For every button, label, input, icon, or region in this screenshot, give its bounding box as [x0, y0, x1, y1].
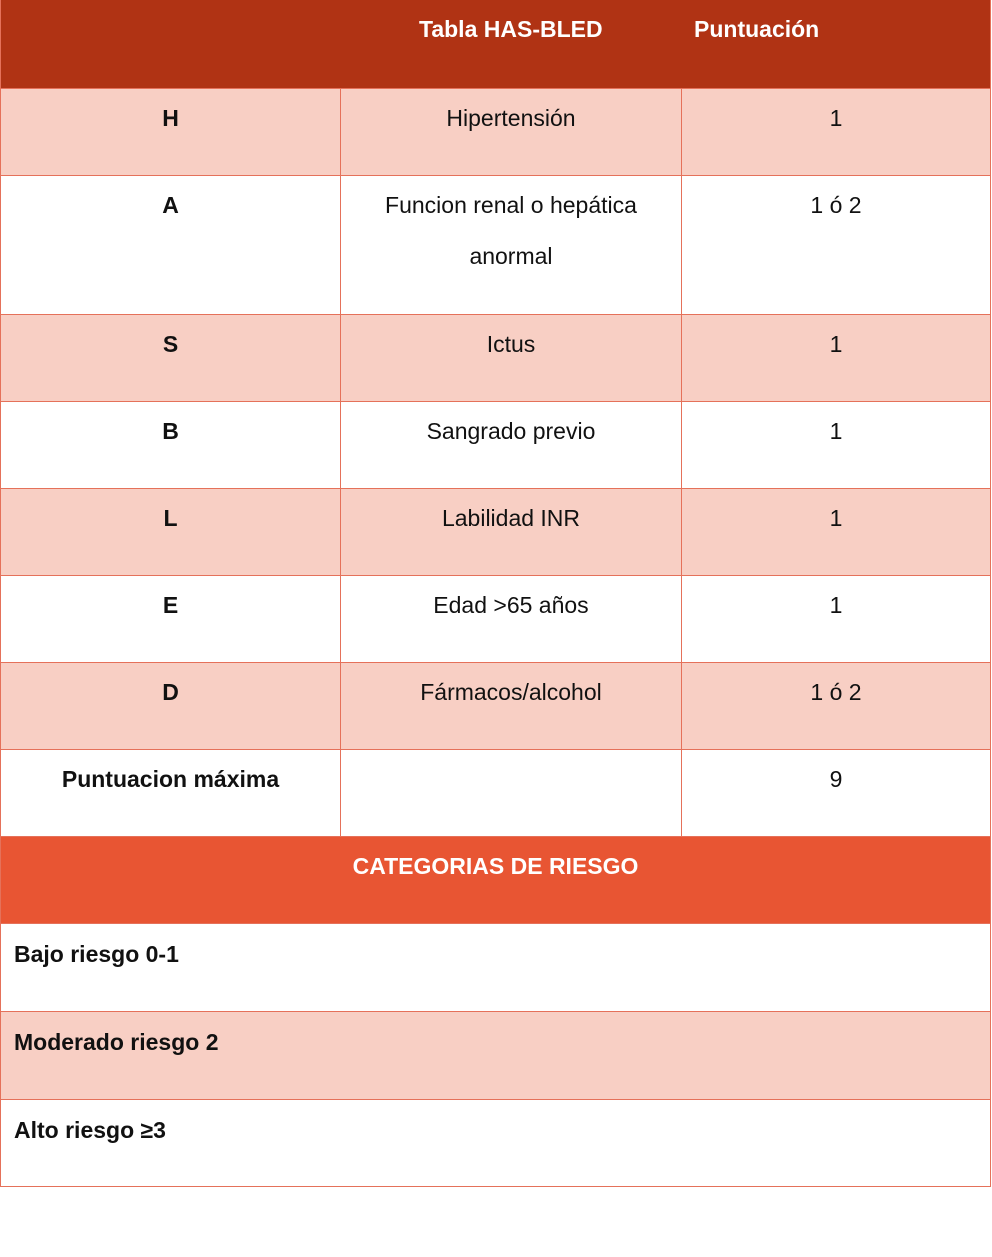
row-score: 1 — [681, 476, 990, 575]
table-row — [1, 314, 990, 401]
row-factor: Ictus — [340, 302, 681, 401]
table-title: Tabla HAS-BLED — [419, 16, 603, 42]
risk-category-moderate: Moderado riesgo 2 — [1, 1011, 990, 1099]
row-factor: Hipertensión — [340, 76, 681, 175]
risk-category-high: Alto riesgo ≥3 — [1, 1099, 990, 1187]
row-letter: A — [162, 192, 179, 218]
row-factor: Edad >65 años — [340, 563, 681, 662]
row-letter: L — [163, 505, 178, 531]
row-score: 1 ó 2 — [681, 163, 990, 314]
row-score: 1 — [681, 302, 990, 401]
row-factor: Labilidad INR — [340, 476, 681, 575]
row-score: 1 — [681, 76, 990, 175]
row-letter: E — [162, 592, 179, 618]
table-row — [1, 175, 990, 314]
table-header-row — [1, 0, 990, 88]
row-score: 1 ó 2 — [681, 650, 990, 749]
risk-categories-header: CATEGORIAS DE RIESGO — [1, 836, 990, 923]
max-score-label: Puntuacion máxima — [61, 766, 280, 792]
score-column-header: Puntuación — [694, 16, 820, 42]
max-score-value: 9 — [681, 737, 990, 836]
row-letter: S — [162, 331, 179, 357]
row-letter: D — [162, 679, 179, 705]
table-row — [1, 575, 990, 662]
row-factor: Fármacos/alcohol — [340, 650, 681, 749]
row-factor: Sangrado previo — [340, 389, 681, 488]
table-row — [1, 401, 990, 488]
table-row-total — [1, 749, 990, 836]
row-score: 1 — [681, 389, 990, 488]
table-row — [1, 488, 990, 575]
row-letter: B — [162, 418, 179, 444]
table-row — [1, 662, 990, 749]
row-score: 1 — [681, 563, 990, 662]
table-row — [1, 88, 990, 175]
row-letter: H — [162, 105, 179, 131]
row-factor: Funcion renal o hepática anormal — [340, 163, 681, 314]
risk-category-low: Bajo riesgo 0-1 — [1, 923, 990, 1011]
row-factor — [340, 737, 681, 836]
